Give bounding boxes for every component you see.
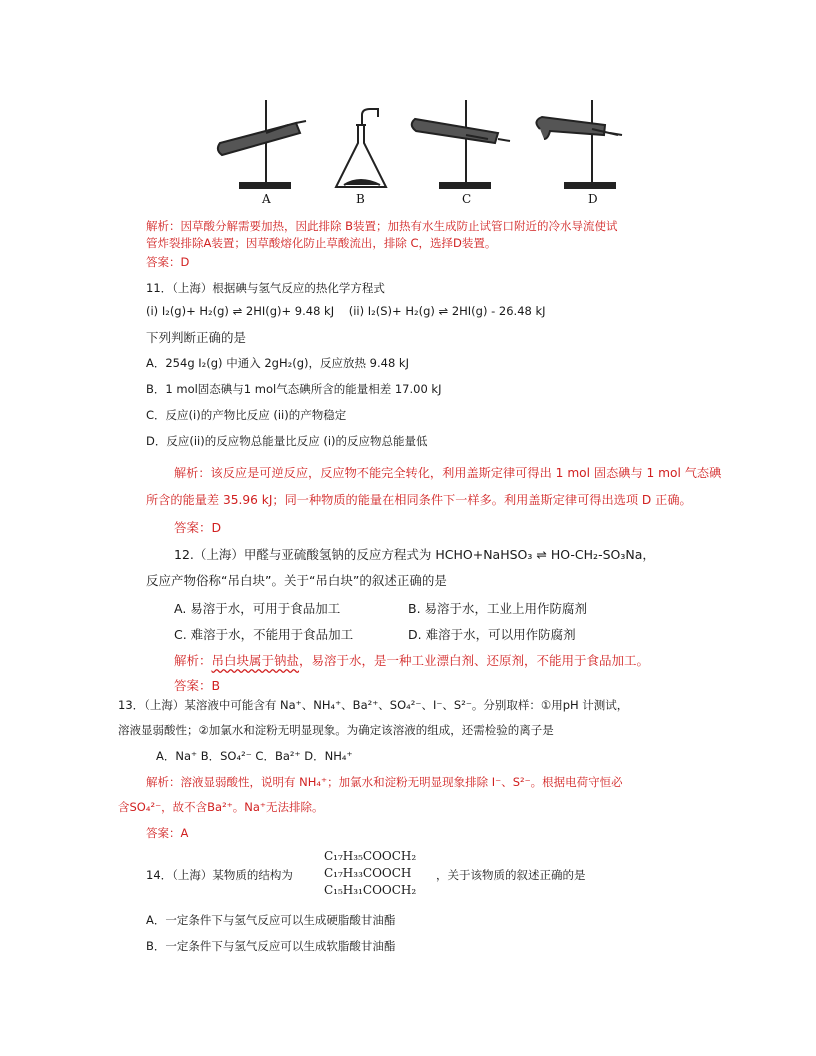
q12-stem (174, 545, 655, 563)
q11-option-b: B．1 mol固态碘与1 mol气态碘所含的能量相差 17.00 kJ (146, 382, 442, 396)
equilibrium-arrow-icon: ⇌ (536, 547, 551, 562)
label-b: B (356, 192, 365, 205)
q10-analysis-line1: 解析：因草酸分解需要加热，因此排除 B装置；加热有水生成防止试管口附近的冷水导流使试 (146, 219, 618, 233)
q13-analysis-line1: 解析：溶液显弱酸性，说明有 NH₄⁺；加氯水和淀粉无明显现象排除 I⁻、S²⁻。根据电荷守恒必 (146, 775, 623, 789)
q12-line2: 反应产物俗称“吊白块”。关于“吊白块”的叙述正确的是 (146, 573, 447, 588)
q14-formula-line1: C₁₇H₃₅COOCH₂ (324, 849, 417, 863)
q12-analysis-wavy: 吊白块属于钠盐 (211, 653, 300, 668)
q11-eq1-right: 2HI(g)+ 9.48 kJ (245, 304, 335, 318)
q12-analysis-rest: ，易溶于水，是一种工业漂白剂、还原剂，不能用于食品加工。 (299, 653, 650, 668)
q13-answer: 答案：A (146, 826, 189, 840)
q11-eq2-left: (ii) I₂(S)+ H₂(g) (348, 304, 435, 318)
q12-option-b: B. 易溶于水，工业上用作防腐剂 (408, 601, 588, 616)
label-c: C (462, 192, 472, 205)
q12-stem-left: 12.（上海）甲醛与亚硫酸氢钠的反应方程式为 HCHO+NaHSO₃ (174, 547, 533, 562)
q11-eq2-right: 2HI(g) - 26.48 kJ (451, 304, 546, 318)
q12-analysis-prefix: 解析： (174, 653, 212, 668)
q11-analysis-line2: 所含的能量差 35.96 kJ；同一种物质的能量在相同条件下一样多。利用盖斯定律可得出选项 D 正确。 (146, 493, 692, 507)
q14-formula-line2: C₁₇H₃₃COOCH (324, 866, 412, 880)
q13-line2: 溶液显弱酸性；②加氯水和淀粉无明显现象。为确定该溶液的组成，还需检验的离子是 (118, 723, 554, 737)
q11-option-c: C．反应(i)的产物比反应 (ii)的产物稳定 (146, 408, 347, 422)
q10-analysis-line2: 管炸裂排除A装置；因草酸熔化防止草酸流出，排除 C，选择D装置。 (146, 236, 497, 250)
q11-stem: 11．（上海）根据碘与氢气反应的热化学方程式 (146, 281, 385, 295)
q14-stem-left: 14．（上海）某物质的结构为 (146, 868, 293, 882)
q11-eq1-left: (i) I₂(g)+ H₂(g) (146, 304, 229, 318)
q12-analysis (174, 651, 649, 669)
q12-option-d: D. 难溶于水，可以用作防腐剂 (408, 627, 576, 642)
label-a: A (262, 192, 271, 205)
q14-option-b: B．一定条件下与氢气反应可以生成软脂酸甘油酯 (146, 939, 396, 953)
q11-answer: 答案：D (174, 520, 222, 535)
apparatus-drawing (210, 95, 630, 205)
label-d: D (588, 192, 598, 205)
apparatus-figure (210, 95, 630, 205)
equilibrium-arrow-icon: ⇌ (438, 304, 452, 318)
q10-answer: 答案：D (146, 255, 190, 269)
q12-option-c: C. 难溶于水，不能用于食品加工 (174, 627, 354, 642)
equilibrium-arrow-icon: ⇌ (232, 304, 246, 318)
q14-structure-formula (324, 848, 416, 899)
q14-option-a: A．一定条件下与氢气反应可以生成硬脂酸甘油酯 (146, 913, 396, 927)
q13-analysis-line2: 含SO₄²⁻，故不含Ba²⁺。Na⁺无法排除。 (118, 800, 324, 814)
q11-equations (146, 304, 546, 318)
q12-stem-right: HO-CH₂-SO₃Na， (550, 547, 655, 562)
q14-formula-line3: C₁₅H₃₁COOCH₂ (324, 883, 417, 897)
q12-answer: 答案：B (174, 678, 221, 693)
q13-stem: 13．（上海）某溶液中可能含有 Na⁺、NH₄⁺、Ba²⁺、SO₄²⁻、I⁻、S²⁻。分别取样：①用pH 计测试， (118, 698, 629, 712)
q11-prompt: 下列判断正确的是 (146, 330, 247, 345)
q11-option-d: D．反应(ii)的反应物总能量比反应 (i)的反应物总能量低 (146, 434, 428, 448)
q12-option-a: A. 易溶于水，可用于食品加工 (174, 601, 341, 616)
q11-analysis-line1: 解析：该反应是可逆反应，反应物不能完全转化，利用盖斯定律可得出 1 mol 固态碘与 1 mol 气态碘 (174, 466, 722, 480)
q13-options: A．Na⁺ B．SO₄²⁻ C．Ba²⁺ D．NH₄⁺ (156, 749, 353, 763)
q11-option-a: A．254g I₂(g) 中通入 2gH₂(g)，反应放热 9.48 kJ (146, 356, 409, 370)
q14-stem-right: ，关于该物质的叙述正确的是 (436, 868, 586, 882)
